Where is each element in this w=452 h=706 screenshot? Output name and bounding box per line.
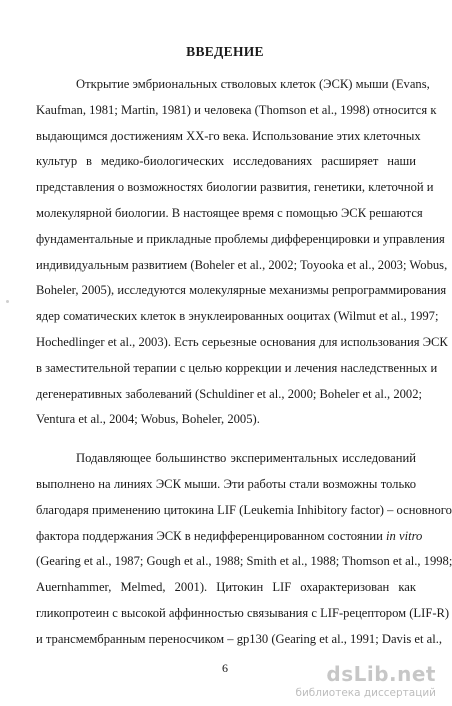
text-line: и трансмембранным переносчиком – gp130 (Gearing et al., 1991; Davis et al., [36, 631, 443, 646]
text-line: представления о возможностях биологии развития, генетики, клеточной и [36, 180, 434, 195]
text-line: Открытие эмбриональных стволовых клеток (ЭСК) мыши (Evans, [76, 77, 430, 91]
text-line: Auernhammer, Melmed, 2001). Цитокин LIF охарактеризован как [36, 580, 416, 595]
text-line: ядер соматических клеток в энуклеированных ооцитах (Wilmut et al., 1997; [36, 309, 439, 324]
watermark-subtitle: библиотека диссертаций [295, 687, 436, 699]
text-line: фактора поддержания ЭСК в недифференцированном состоянии in vitro [36, 528, 423, 543]
text-line: дегенеративных заболеваний (Schuldiner et al., 2000; Boheler et al., 2002; [36, 386, 423, 401]
watermark-logo: dsLib.net [326, 662, 436, 686]
text-line: выполнено на линиях ЭСК мыши. Эти работы стали возможны только [36, 476, 416, 491]
text-line: Подавляющее большинство экспериментальных исследований [76, 451, 416, 466]
text-line: Boheler, 2005), исследуются молекулярные механизмы репрограммирования [36, 283, 447, 298]
watermark [295, 662, 436, 699]
text-line: фундаментальные и прикладные проблемы дифференцировки и управления [36, 231, 445, 246]
page-number: 6 [222, 661, 228, 675]
body-text [36, 72, 452, 653]
text-line: в заместительной терапии с целью коррекции и лечения наследственных и [36, 360, 438, 375]
text-line: благодаря применению цитокина LIF (Leukemia Inhibitory factor) – основного [36, 502, 452, 517]
paragraph-gap [36, 433, 416, 446]
text-line: Hochedlinger et al., 2003). Есть серьезные основания для использования ЭСК [36, 334, 448, 349]
scan-speck [6, 300, 9, 303]
text-line: Kaufman, 1981; Martin, 1981) и человека (Thomson et al., 1998) относится к [36, 102, 437, 117]
italic-term: in vitro [386, 528, 423, 543]
page-title: ВВЕДЕНИЕ [186, 44, 264, 59]
text-line: Ventura et al., 2004; Wobus, Boheler, 2005). [36, 412, 260, 427]
text-line: выдающимся достижениям XX-го века. Использование этих клеточных [36, 128, 421, 143]
text-line: индивидуальным развитием (Boheler et al., 2002; Toyooka et al., 2003; Wobus, [36, 257, 448, 272]
text-line: (Gearing et al., 1987; Gough et al., 1988; Smith et al., 1988; Thomson et al., 1998; [36, 554, 452, 569]
text-line: культур в медико-биологических исследованиях расширяет наши [36, 154, 416, 169]
text-line: молекулярной биологии. В настоящее время с помощью ЭСК решаются [36, 205, 423, 220]
text-line: гликопротеин с высокой аффинностью связывания с LIF-рецептором (LIF-R) [36, 605, 450, 620]
